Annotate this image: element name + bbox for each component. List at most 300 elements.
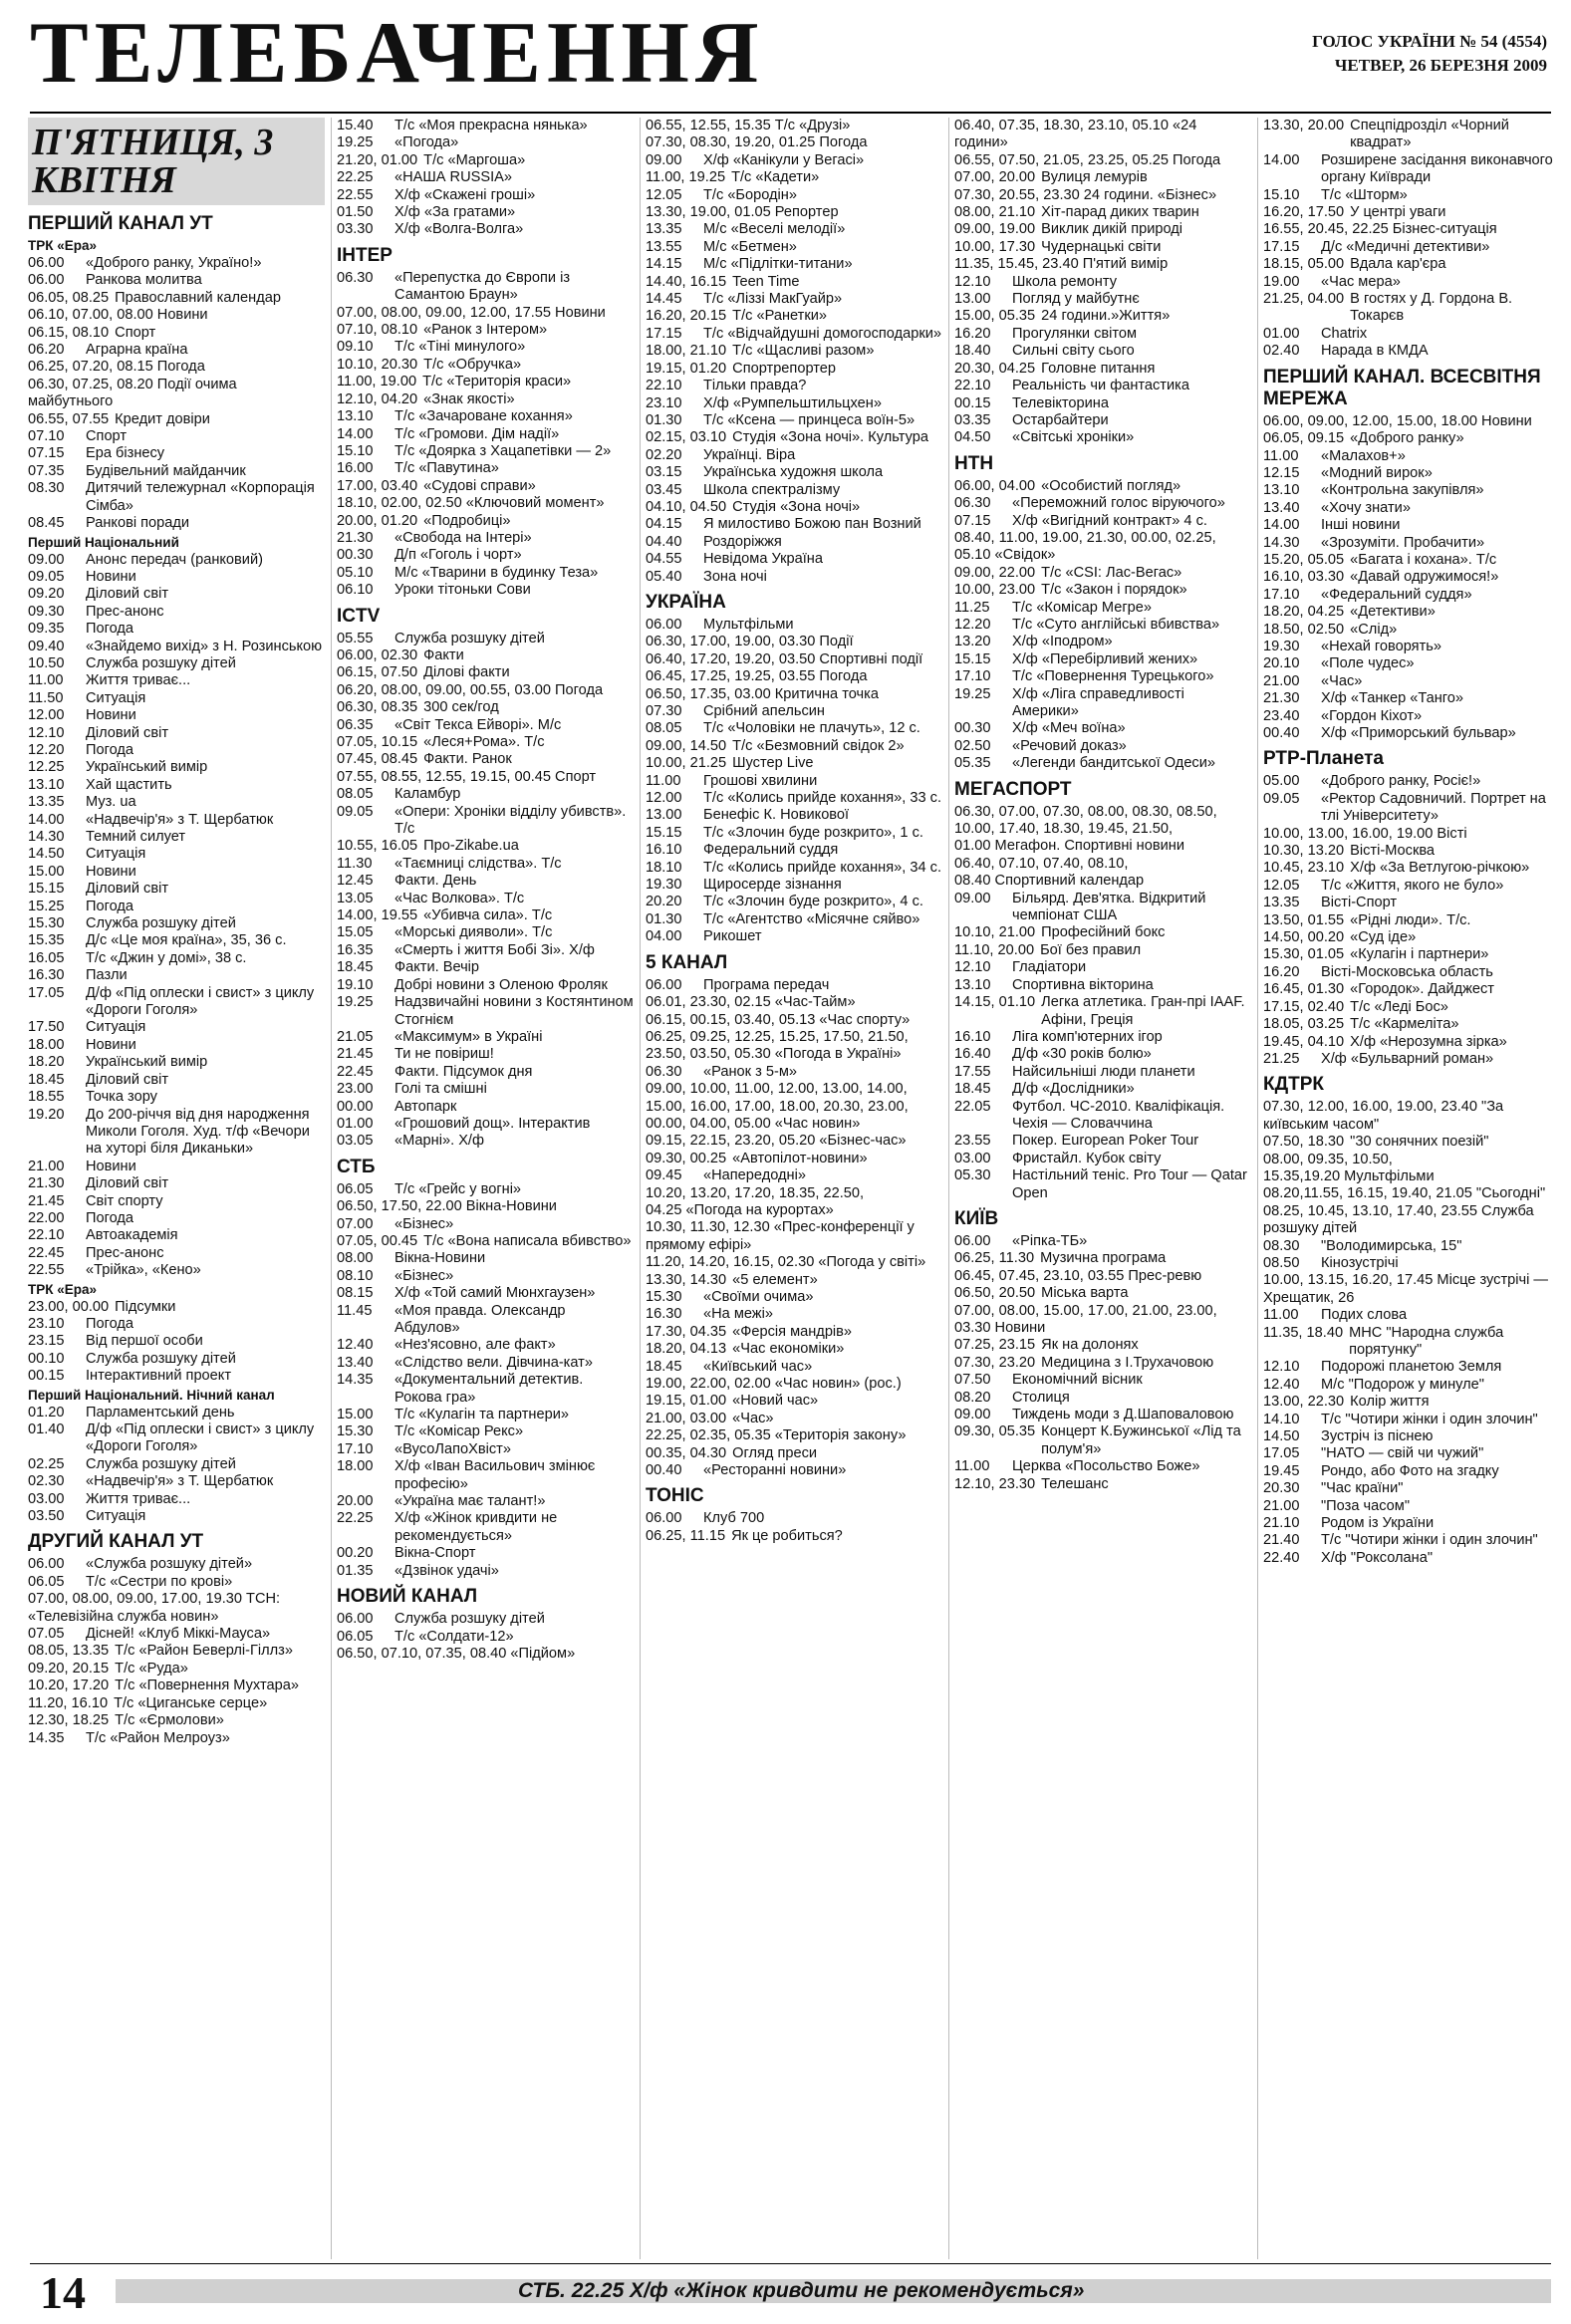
program-time: 13.00, 22.30 [1263,1394,1345,1411]
program-title: Вісті-Москва [1350,843,1436,860]
program-entry [954,378,1251,394]
program-title: Зустріч із піснею [1321,1428,1434,1445]
program-entry [337,1099,634,1116]
program-time: 02.15, 03.10 [646,429,727,446]
program-entry [954,720,1251,737]
program-entry [646,308,942,325]
program-time: 00.10 [28,1350,65,1367]
program-entry [28,759,325,776]
program-entry [28,777,325,794]
program-time: 12.10, 23.30 [954,1475,1036,1492]
program-time: 09.05 [28,568,65,585]
program-entry [954,1423,1251,1458]
program-time: 06.35 [337,716,374,733]
program-title: Спорт [86,428,128,445]
program-time: 03.45 [646,481,682,498]
program-time: 15.35 [28,932,65,949]
program-time: 12.25 [28,759,65,776]
program-time: 11.00, 19.25 [646,169,726,186]
program-time: 16.20 [1263,963,1300,980]
program-time: 18.45 [28,1071,65,1088]
program-entry [28,307,325,324]
program-entry [337,478,634,495]
program-time: 04.55 [646,551,682,568]
channel-heading: 5 КАНАЛ [646,951,728,973]
program-entry [954,412,1251,429]
program-time: 11.00 [1263,447,1299,464]
program-title: «Контрольна закупівля» [1321,482,1484,499]
program-title: Футбол. ЧС-2010. Кваліфікація. Чехія — Словаччина [1012,1098,1225,1132]
program-title: Бенефіс К. Новикової [703,807,850,824]
program-time: 21.20, 01.00 [337,151,418,168]
program-entry [337,1181,634,1198]
program-time: 14.00 [1263,151,1300,168]
program-entry [646,1289,942,1306]
program-title: «Ректор Садовничий. Портрет на тлі Університету» [1321,790,1546,825]
program-entry [954,495,1251,512]
program-entry [646,429,942,446]
program-title: Служба розшуку дітей [394,630,545,646]
program-entry [337,1268,634,1285]
program-title: Від першої особи [86,1333,203,1350]
channel-subheading: ТРК «Ера» [28,238,98,253]
column-divider [948,118,949,2259]
program-entry [28,1574,325,1591]
program-entry [337,1250,634,1267]
program-time: 10.50 [28,654,65,671]
program-time: 15.30 [28,915,65,932]
footer-highlight: СТБ. 22.25 Х/ф «Жінок кривдити не рекомендується» [518,2279,1085,2302]
program-time: 16.00 [337,460,374,477]
program-time: 12.40 [337,1337,374,1354]
program-title: Бої без правил [1040,941,1142,958]
program-time: 15.30 [646,1289,682,1305]
program-time: 18.00 [337,1458,374,1475]
program-entry [646,482,942,499]
program-title: Подих слова [1321,1307,1408,1324]
program-entry [1263,1428,1560,1445]
program-title: Т/с "Чотири жінки і один злочин" [1321,1411,1538,1427]
program-entry [646,1510,942,1527]
program-entry [1263,843,1560,860]
program-title: «Знак якості» [423,390,515,407]
program-title: Новини [86,1158,136,1174]
program-title: Діловий світ [86,1071,169,1088]
program-entry [954,530,1251,565]
program-title: Х/ф «Іван Васильович змінює професію» [394,1458,596,1492]
program-entry [1263,964,1560,981]
program-time: 09.00 [646,151,682,168]
program-time: 05.00 [1263,773,1300,790]
program-title: Хіт-парад диких тварин [1041,204,1199,221]
program-time: 22.25 [337,169,374,186]
newspaper-section-title: ТЕЛЕБАЧЕННЯ [30,5,765,102]
program-time: 06.00 [337,1611,374,1628]
program-title: Служба розшуку дітей [86,1455,236,1472]
program-title: «Леся+Рома». Т/с [423,734,545,750]
program-entry [28,932,325,949]
program-time: 09.00, 14.50 [646,737,727,754]
program-time: 20.10 [1263,655,1300,672]
program-title: «Гордон Кіхот» [1321,707,1423,724]
program-title: Служба розшуку дітей [86,915,236,932]
channel-heading: ДРУГИЙ КАНАЛ УТ [28,1531,204,1553]
program-entry [28,255,325,272]
program-title: Т/с «Тіні минулого» [394,339,526,356]
channel-subheading: ТРК «Ера» [28,1281,98,1297]
program-time: 20.00, 01.20 [337,512,418,529]
program-entry [28,1193,325,1210]
program-title: «Багата і кохана». Т/с [1350,551,1497,568]
program-time: 15.00, 05.35 [954,308,1036,325]
program-entry [28,829,325,846]
program-time: 12.10 [28,724,65,741]
program-title: Ранкові поради [86,515,190,532]
program-title: Школа ремонту [1012,273,1117,290]
program-entry [954,565,1251,582]
program-time: 12.15 [1263,464,1300,481]
program-time: 21.05 [337,1028,374,1045]
program-entry [337,322,634,339]
program-time: 14.00, 19.55 [337,907,418,924]
program-time: 09.05 [1263,790,1300,807]
program-entry [954,891,1251,925]
program-title: Т/с «Кармеліта» [1350,1016,1459,1033]
program-time: 08.25, 10.45, 13.10, 17.40, 23.55 [1263,1202,1478,1219]
program-time: 22.45 [337,1063,374,1080]
program-time: 06.05, 09.15 [1263,430,1345,447]
program-title: Студія «Зона ночі» [732,498,861,515]
program-title: «Доброго ранку, Росіє!» [1321,773,1481,790]
program-time: 13.35 [646,221,682,238]
program-time: 18.50, 02.50 [1263,621,1345,638]
program-title: Діловий світ [86,724,169,741]
program-time: 06.40, 17.20, 19.20, 03.50 [646,650,816,667]
program-entry [646,221,942,238]
program-title: Телевікторина [1012,394,1109,411]
program-title: Х/ф "Роксолана" [1321,1549,1434,1566]
program-entry [337,582,634,599]
program-title: В гостях у Д. Гордона В. Токарєв [1350,291,1513,325]
program-time: 06.00 [28,1556,65,1573]
program-time: 17.10 [337,1440,374,1457]
program-title: Т/с «Комісар Мегре» [1012,599,1153,616]
program-entry [646,842,942,859]
program-time: 02.50 [954,737,991,754]
program-time: 06.00 [28,272,65,289]
program-time: 17.10 [1263,586,1300,603]
program-time: 15.10 [1263,186,1300,203]
program-title: Т/с «Комісар Рекс» [394,1423,524,1440]
program-time: 22.45 [28,1244,65,1261]
program-entry [1263,291,1560,326]
channel-heading: ПЕРШИЙ КАНАЛ УТ [28,213,213,234]
program-entry [954,977,1251,994]
program-title: Головне питання [1041,360,1156,377]
program-title: Спорт [555,768,597,785]
program-time: 06.45, 17.25, 19.25, 03.55 [646,668,816,685]
program-entry [28,342,325,359]
program-time: 17.05 [1263,1445,1300,1462]
page-number: 14 [40,2267,86,2318]
program-time: 15.40 [337,118,374,133]
program-entry [954,755,1251,772]
program-title: «Морські дияволи». Т/с [394,924,553,941]
program-title: Х/ф «Канікули у Вегасі» [703,151,865,168]
program-entry [337,856,634,873]
program-entry [954,668,1251,685]
program-title: Погода [1173,151,1221,168]
program-time: 16.05 [28,949,65,966]
program-entry [28,899,325,915]
program-entry [337,1355,634,1372]
program-entry [28,1210,325,1227]
program-title: Ера бізнесу [86,445,165,462]
program-time: 07.25, 23.15 [954,1337,1036,1354]
program-entry [28,290,325,307]
program-time: 06.05 [337,1628,374,1645]
program-time: 16.40 [954,1046,991,1063]
program-entry [28,411,325,428]
program-entry [646,464,942,481]
program-entry [28,1421,325,1456]
listing-column-1 [28,118,325,2259]
program-entry [1263,187,1560,204]
program-entry [954,1250,1251,1267]
program-entry [646,1324,942,1341]
program-entry [954,1064,1251,1081]
program-time: 06.30, 07.25, 08.20 [28,376,153,392]
program-time: 08.45 [28,515,65,532]
program-entry [1263,1377,1560,1394]
program-time: 18.10 [646,859,682,876]
program-time: 22.10 [646,378,682,394]
program-entry [337,1493,634,1510]
program-title: Остарбайтери [1012,411,1109,428]
program-entry [337,1510,634,1545]
program-title: Діловий світ [86,1175,169,1192]
program-entry [646,1029,942,1064]
program-time: 18.15, 05.00 [1263,256,1345,273]
program-entry [646,634,942,650]
program-entry [28,1107,325,1159]
program-time: 14.35 [337,1372,374,1389]
program-entry [954,1407,1251,1423]
program-title: «Погода на курортах» [685,1201,834,1218]
program-time: 06.25, 11.30 [954,1250,1035,1267]
program-title: У центрі уваги [1350,204,1446,221]
program-title: Х/ф «Бульварний роман» [1321,1050,1494,1067]
program-title: «Рідні люди». Т/с. [1350,911,1471,928]
program-entry [646,1219,942,1254]
program-entry [646,1462,942,1479]
program-time: 07.05, 10.15 [337,734,418,750]
program-title: Шустер Live [732,755,814,772]
program-time: 11.45 [337,1302,373,1319]
program-time: 02.25 [28,1455,65,1472]
program-title: Т/с «Обручка» [423,356,522,373]
program-title: Кінозустрічі [1321,1254,1399,1271]
program-title: Події очима майбутнього [28,376,237,410]
channel-heading: РТР-Планета [1263,748,1384,770]
program-time: 10.00, 17.30 [954,238,1036,255]
program-time: 10.00, 13.15, 16.20, 17.45 [1263,1272,1434,1289]
program-title: Х/ф «Жінок кривдити не рекомендується» [394,1510,558,1544]
program-title: Х/ф «Танкер «Танго» [1321,690,1464,707]
program-entry [646,877,942,894]
program-time: 20.00 [337,1493,374,1510]
program-title: Х/ф «Вигідний контракт» 4 с. [1012,512,1207,529]
program-title: «Моя правда. Олександр Абдулов» [394,1302,566,1336]
program-time: 03.35 [954,411,991,428]
program-title: Надзвичайні новини з Костянтином Стогнієм [394,994,634,1028]
program-title: П'ятий вимір [1082,256,1169,273]
program-time: 22.55 [28,1262,65,1279]
program-entry [954,1099,1251,1134]
program-time: 13.05 [337,890,374,906]
program-entry [1263,430,1560,447]
program-title: Т/с «Повернення Турецького» [1012,668,1214,685]
program-time: 11.35, 15.45, 23.40 [954,256,1079,273]
program-entry [646,187,942,204]
program-entry [28,1299,325,1316]
program-entry [337,118,634,134]
program-title: Темний силует [86,829,186,845]
program-title: Погода [555,681,604,698]
program-time: 07.00 [337,1215,374,1232]
program-entry [337,907,634,924]
program-entry [28,586,325,603]
program-entry [646,1427,942,1444]
program-title: «Погода» [394,134,459,151]
program-time: 12.00 [646,790,682,807]
program-title: Настільний теніс. Pro Tour — Qatar Open [1012,1167,1247,1201]
program-entry [646,825,942,842]
program-time: 13.30, 19.00, 01.05 [646,204,771,221]
program-title: Т/с «Колись прийде кохання», 33 с. [703,790,942,807]
program-time: 08.00, 21.10 [954,204,1036,221]
program-entry [1263,1185,1560,1202]
program-entry [337,1458,634,1493]
program-time: 19.00 [1263,273,1300,290]
program-entry [1263,587,1560,604]
program-title: Х/ф «Скажені гроші» [394,186,536,203]
program-title: Вікна-Новини [394,1250,486,1267]
program-entry [28,1491,325,1508]
program-title: Т/с «Руда» [115,1660,188,1677]
program-time: 16.45, 01.30 [1263,981,1345,998]
program-title: Т/с «Чоловіки не плачуть», 12 с. [703,720,920,737]
program-entry [646,395,942,412]
program-time: 17.10 [954,668,991,685]
program-time: 08.05 [337,786,374,803]
program-time: 23.15 [28,1333,65,1350]
program-title: Український вимір [86,1054,208,1071]
program-time: 12.05 [1263,877,1300,894]
program-title: Т/с «Сестри по крові» [86,1573,233,1590]
program-time: 07.30, 08.30, 19.20, 01.25 [646,134,816,151]
program-entry [337,1046,634,1063]
program-entry [954,1268,1251,1285]
program-entry [28,1712,325,1729]
program-entry [28,1072,325,1089]
column-divider [1257,118,1258,2259]
program-entry [646,994,942,1011]
program-time: 14.15, 01.10 [954,994,1036,1011]
program-entry [1263,1394,1560,1411]
program-title: Погода [819,134,868,151]
program-title: Срібний апельсин [703,703,825,719]
program-entry [1263,1532,1560,1549]
program-title: "Час країни" [1321,1480,1404,1497]
program-time: 09.05 [337,803,374,820]
program-title: Т/с «CSI: Лас-Вегас» [1041,564,1182,581]
program-title: Т/с «Єрмолови» [115,1712,224,1729]
program-title: 24 години.»Життя» [1041,308,1171,325]
program-entry [646,569,942,586]
program-time: 14.30 [1263,534,1300,551]
channel-heading: НОВИЙ КАНАЛ [337,1586,478,1608]
program-title: Сильні світу сього [1012,343,1135,360]
program-entry [28,1405,325,1421]
program-entry [28,515,325,532]
program-time: 06.00, 02.30 [337,646,418,663]
program-entry [337,152,634,169]
program-entry [28,359,325,376]
program-entry [28,1159,325,1175]
channel-subheading: Перший Національний. Нічний канал [28,1387,275,1403]
program-entry [954,118,1251,152]
program-title: Грошові хвилини [703,772,818,789]
program-entry [1263,1152,1560,1186]
program-title: «Опери: Хроніки відділу убивств». Т/с [394,803,627,838]
program-time: 17.55 [954,1063,991,1080]
program-time: 06.55, 12.55, 15.35 [646,118,771,133]
program-title: Служба розшуку дітей [86,654,236,671]
program-title: Автопарк [394,1098,457,1115]
program-entry [646,1272,942,1289]
top-rule [30,112,1551,114]
program-title: «Перепустка до Європи із Самантою Браун» [394,269,571,304]
program-title: Каламбур [394,786,461,803]
program-entry [28,1089,325,1106]
program-time: 13.10 [337,408,374,425]
program-time: 14.35 [28,1729,65,1746]
program-entry [28,428,325,445]
program-entry [1263,535,1560,552]
program-entry [646,1133,942,1150]
program-title: Х/ф «Приморський бульвар» [1321,725,1516,741]
program-entry [954,361,1251,378]
program-entry [1263,552,1560,569]
program-title: Родом із України [1321,1515,1435,1532]
program-title: Д/п «Гоголь і чорт» [394,547,522,564]
program-title: Ситуація [86,689,146,706]
program-title: Вікна-Спорт [394,1545,476,1562]
program-entry [337,1133,634,1150]
program-entry [954,152,1251,169]
program-time: 06.50, 20.50 [954,1285,1036,1302]
program-title: М/с «Підлітки-титани» [703,256,853,273]
program-time: 09.35 [28,621,65,638]
program-title: «ВусоЛапоХвіст» [394,1440,511,1457]
program-time: 00.15 [954,394,991,411]
program-title: Т/с «Ранетки» [732,308,827,325]
program-time: 10.00, 13.00, 16.00, 19.00 [1263,825,1434,842]
program-title: Т/с «Друзі» [774,118,851,133]
program-title: Клуб 700 [703,1510,765,1527]
program-title: Зона ночі [703,568,767,585]
